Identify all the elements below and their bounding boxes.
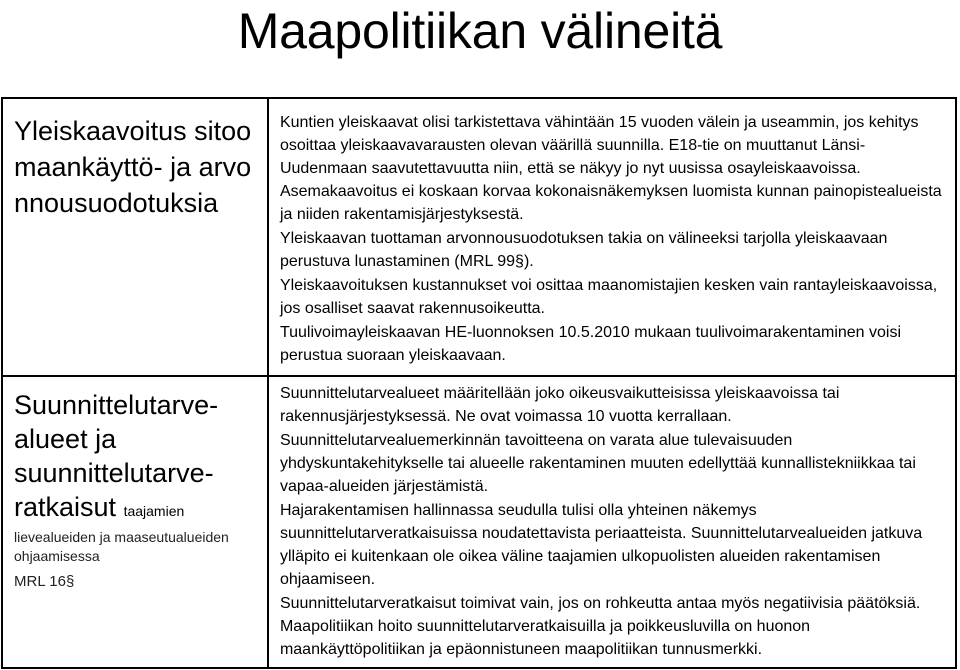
paragraph: Hajarakentamisen hallinnassa seudulla tulisi olla yhteinen näkemys suunnittelutarveratkaisuissa noudatettavista periaatteista. Suunnittelutarvealueiden jatkuva ylläpito ei kuitenkaan ole oikea väline taajamien ulkopuolisten alueiden rakentamisen ohjaamiseen. bbox=[279, 502, 923, 588]
topic-cell bbox=[2, 98, 268, 376]
topic-heading-text: Suunnittelutarve-alueet ja suunnittelutarve-ratkaisut bbox=[14, 390, 219, 522]
topic-heading-suffix: taajamien bbox=[123, 503, 185, 519]
topic-cell bbox=[2, 376, 268, 668]
content-table bbox=[1, 97, 957, 669]
description-cell bbox=[268, 376, 956, 668]
paragraph: Yleiskaavan tuottaman arvonnousuodotuksen takia on välineeksi tarjolla yleiskaavaan perustuva lunastaminen (MRL 99§). bbox=[279, 230, 888, 270]
paragraph: Suunnittelutarvealueet määritellään joko oikeusvaikutteisissa yleiskaavoissa tai rakennusjärjestyksessä. Ne ovat voimassa 10 vuotta kerrallaan. bbox=[279, 385, 840, 425]
paragraph: Tuulivoimayleiskaavan HE-luonnoksen 10.5.2010 mukaan tuulivoimarakentaminen voisi perustua suoraan yleiskaavaan. bbox=[279, 324, 902, 364]
topic-heading: Yleiskaavoitus sitoo maankäyttö- ja arvonnousuodotuksia bbox=[14, 116, 252, 218]
table-row bbox=[2, 98, 956, 376]
topic-heading bbox=[3, 377, 259, 528]
paragraph: Yleiskaavoituksen kustannukset voi osittaa maanomistajien kesken vain rantayleiskaavoissa, jos osalliset saavat rakennusoikeutta. bbox=[279, 277, 938, 317]
page-title: Maapolitiikan välineitä bbox=[237, 3, 723, 59]
paragraph: Suunnittelutarvealuemerkinnän tavoitteena on varata alue tulevaisuuden yhdyskuntakehitykselle tai alueelle rakentaminen muuten edellyttää kunnallistekniikkaa tai vapaa-alueiden järjestämistä. bbox=[279, 432, 916, 495]
paragraph: Kuntien yleiskaavat olisi tarkistettava vähintään 15 vuoden välein ja useammin, jos kehitys osoittaa yleiskaavavarausten olevan väärillä suunnilla. E18-tie on muuttanut Länsi-Uudenmaan saavutettavuutta niin, että se näkyy jo nyt uusissa osayleiskaavoissa. Asemakaavoitus ei koskaan korvaa kokonaisnäkemyksen luomista kunnan painopistealueista ja niiden rakentamisjärjestyksestä. bbox=[279, 114, 942, 223]
description-cell bbox=[268, 98, 956, 376]
law-reference: MRL 16§ bbox=[14, 573, 75, 590]
table-row bbox=[2, 376, 956, 668]
paragraph: Suunnittelutarveratkaisut toimivat vain, jos on rohkeutta antaa myös negatiivisia päätöksiä. Maapolitiikan hoito suunnittelutarveratkaisuilla ja poikkeusluvilla on huonon maankäyttöpolitiikan ja epäonnistuneen maapolitiikan tunnusmerkki. bbox=[279, 595, 921, 658]
topic-subheading: lievealueiden ja maaseutualueiden ohjaamisessa bbox=[14, 529, 229, 564]
